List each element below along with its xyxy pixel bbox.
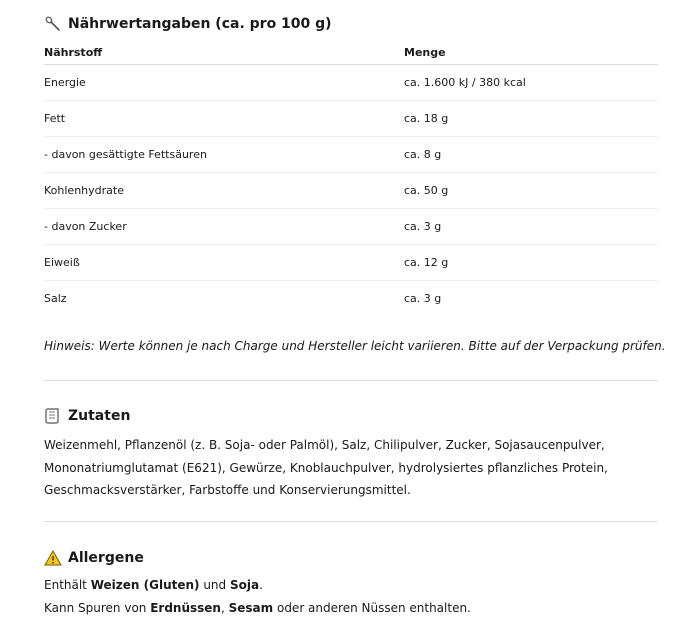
nutrient-cell: - davon Zucker — [44, 209, 404, 245]
allergen-soy: Soja — [229, 578, 260, 592]
nutrition-title: Nährwertangaben (ca. pro 100 g) — [68, 16, 332, 32]
column-header-nutrient: Nährstoff — [44, 40, 404, 65]
ingredients-text: Weizenmehl, Pflanzenöl (z. B. Soja- oder Palmöl), Salz, Chilipulver, Zucker, Sojasaucenpulver, Mononatriumglutamat (E621), Gewürze, Knoblauchpulver, hydrolysiertes pflanzliches Protein, Geschmacksverstärker, Farbstoffe und Konservierungsmittel. — [44, 438, 608, 497]
allergens-contains-line — [44, 574, 471, 597]
allergen-peanuts: Erdnüssen — [150, 600, 221, 615]
warning-icon — [44, 549, 62, 567]
amount-cell: ca. 50 g — [404, 173, 658, 209]
allergens-heading — [44, 549, 144, 567]
spoon-icon — [44, 15, 62, 33]
scroll-icon — [44, 407, 62, 425]
nutrient-cell: Energie — [44, 65, 404, 101]
text: oder anderen Nüssen enthalten. — [273, 600, 471, 615]
table-row — [44, 137, 658, 173]
nutrition-note: Hinweis: Werte können je nach Charge und Hersteller leicht variieren. Bitte auf der Verpackung prüfen. — [44, 339, 666, 353]
text: . — [259, 578, 263, 592]
allergens-text — [44, 574, 471, 619]
nutrient-cell: Fett — [44, 101, 404, 137]
allergens-traces-line — [44, 597, 471, 620]
allergen-wheat: Weizen (Gluten) — [90, 578, 200, 592]
nutrition-table — [44, 40, 658, 316]
table-row — [44, 245, 658, 281]
ingredients-heading — [44, 407, 130, 425]
ingredients-title: Zutaten — [68, 408, 131, 424]
text: Enthält — [44, 578, 91, 592]
table-row — [44, 65, 658, 101]
table-row — [44, 281, 658, 317]
nutrient-cell: Kohlenhydrate — [44, 173, 404, 209]
allergens-title: Allergene — [68, 550, 144, 566]
nutrition-heading — [44, 15, 332, 33]
allergen-sesame: Sesam — [228, 600, 274, 615]
text: und — [199, 578, 230, 592]
table-row — [44, 173, 658, 209]
table-row — [44, 101, 658, 137]
column-header-amount: Menge — [404, 40, 658, 65]
amount-cell: ca. 3 g — [404, 292, 442, 305]
nutrient-cell: - davon gesättigte Fettsäuren — [44, 137, 404, 173]
text: , — [220, 600, 229, 615]
nutrient-cell: Eiweiß — [44, 245, 404, 281]
nutrient-cell: Salz — [44, 292, 67, 305]
section-divider — [44, 521, 658, 522]
amount-cell: ca. 8 g — [404, 137, 658, 173]
table-row — [44, 209, 658, 245]
amount-cell: ca. 1.600 kJ / 380 kcal — [404, 65, 658, 101]
text: Kann Spuren von — [44, 600, 151, 615]
amount-cell: ca. 3 g — [404, 209, 658, 245]
amount-cell: ca. 18 g — [404, 101, 658, 137]
amount-cell: ca. 12 g — [404, 245, 658, 281]
table-header-row — [44, 40, 658, 65]
section-divider — [44, 380, 658, 381]
